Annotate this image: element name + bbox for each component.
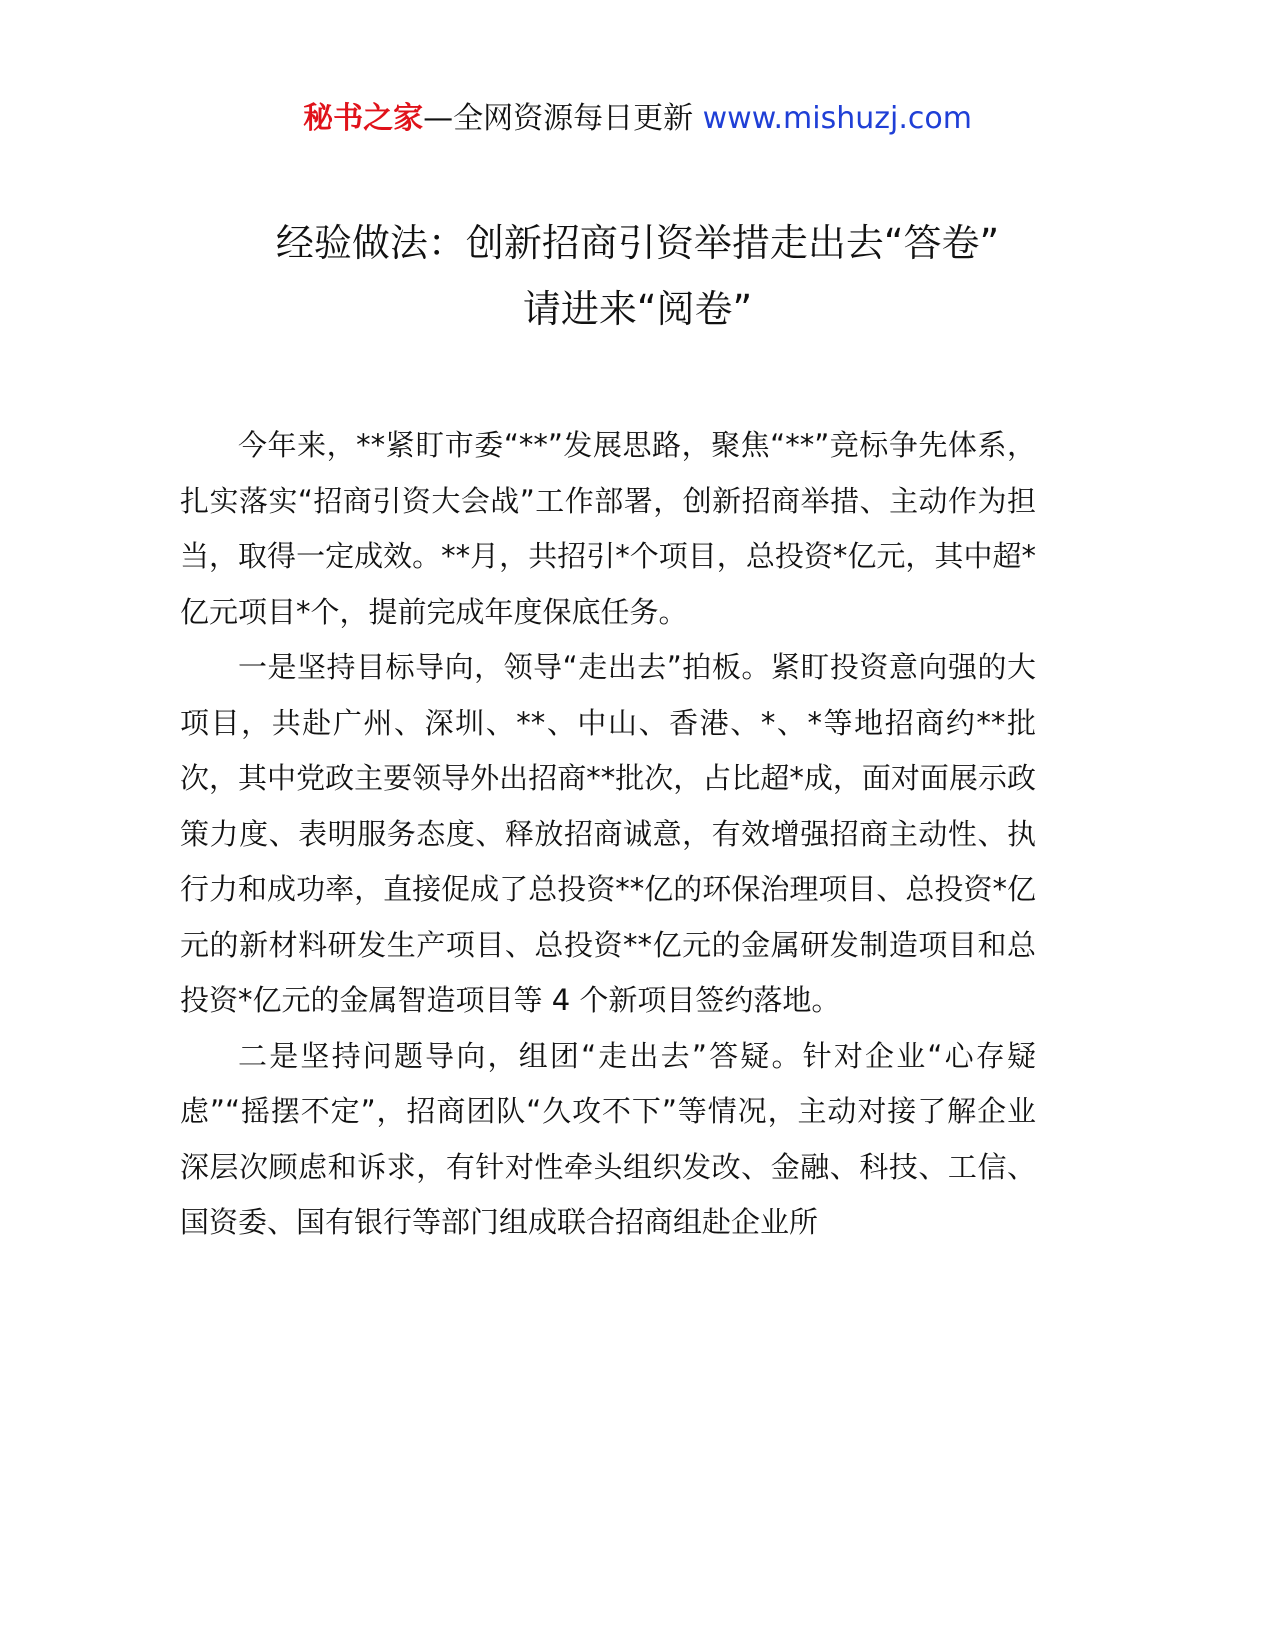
site-url-link[interactable]: www.mishuzj.com	[702, 101, 972, 136]
document-body	[180, 418, 1036, 1251]
site-banner	[0, 97, 1275, 141]
paragraph-intro: 今年来，**紧盯市委“**”发展思路，聚焦“**”竞标争先体系，扎实落实“招商引资大会战”工作部署，创新招商举措、主动作为担当，取得一定成效。**月，共招引*个项目，总投资*亿元，其中超*亿元项目*个，提前完成年度保底任务。	[180, 428, 1036, 629]
paragraph-point-two: 二是坚持问题导向，组团“走出去”答疑。针对企业“心存疑虑”“摇摆不定”，招商团队“久攻不下”等情况，主动对接了解企业深层次顾虑和诉求，有针对性牵头组织发改、金融、科技、工信、国资委、国有银行等部门组成联合招商组赴企业所	[180, 1038, 1036, 1239]
title-line-2: 请进来“阅卷”	[522, 287, 753, 331]
site-slogan: —全网资源每日更新	[423, 101, 694, 136]
brand-name: 秘书之家	[303, 101, 424, 136]
title-line-1: 经验做法：创新招商引资举措走出去“答卷”	[275, 221, 1000, 265]
document-title	[150, 210, 1125, 342]
paragraph-point-one: 一是坚持目标导向，领导“走出去”拍板。紧盯投资意向强的大项目，共赴广州、深圳、**、中山、香港、*、*等地招商约**批次，其中党政主要领导外出招商**批次，占比超*成，面对面展示政策力度、表明服务态度、释放招商诚意，有效增强招商主动性、执行力和成功率，直接促成了总投资**亿的环保治理项目、总投资*亿元的新材料研发生产项目、总投资**亿元的金属研发制造项目和总投资*亿元的金属智造项目等 4 个新项目签约落地。	[180, 650, 1036, 1017]
